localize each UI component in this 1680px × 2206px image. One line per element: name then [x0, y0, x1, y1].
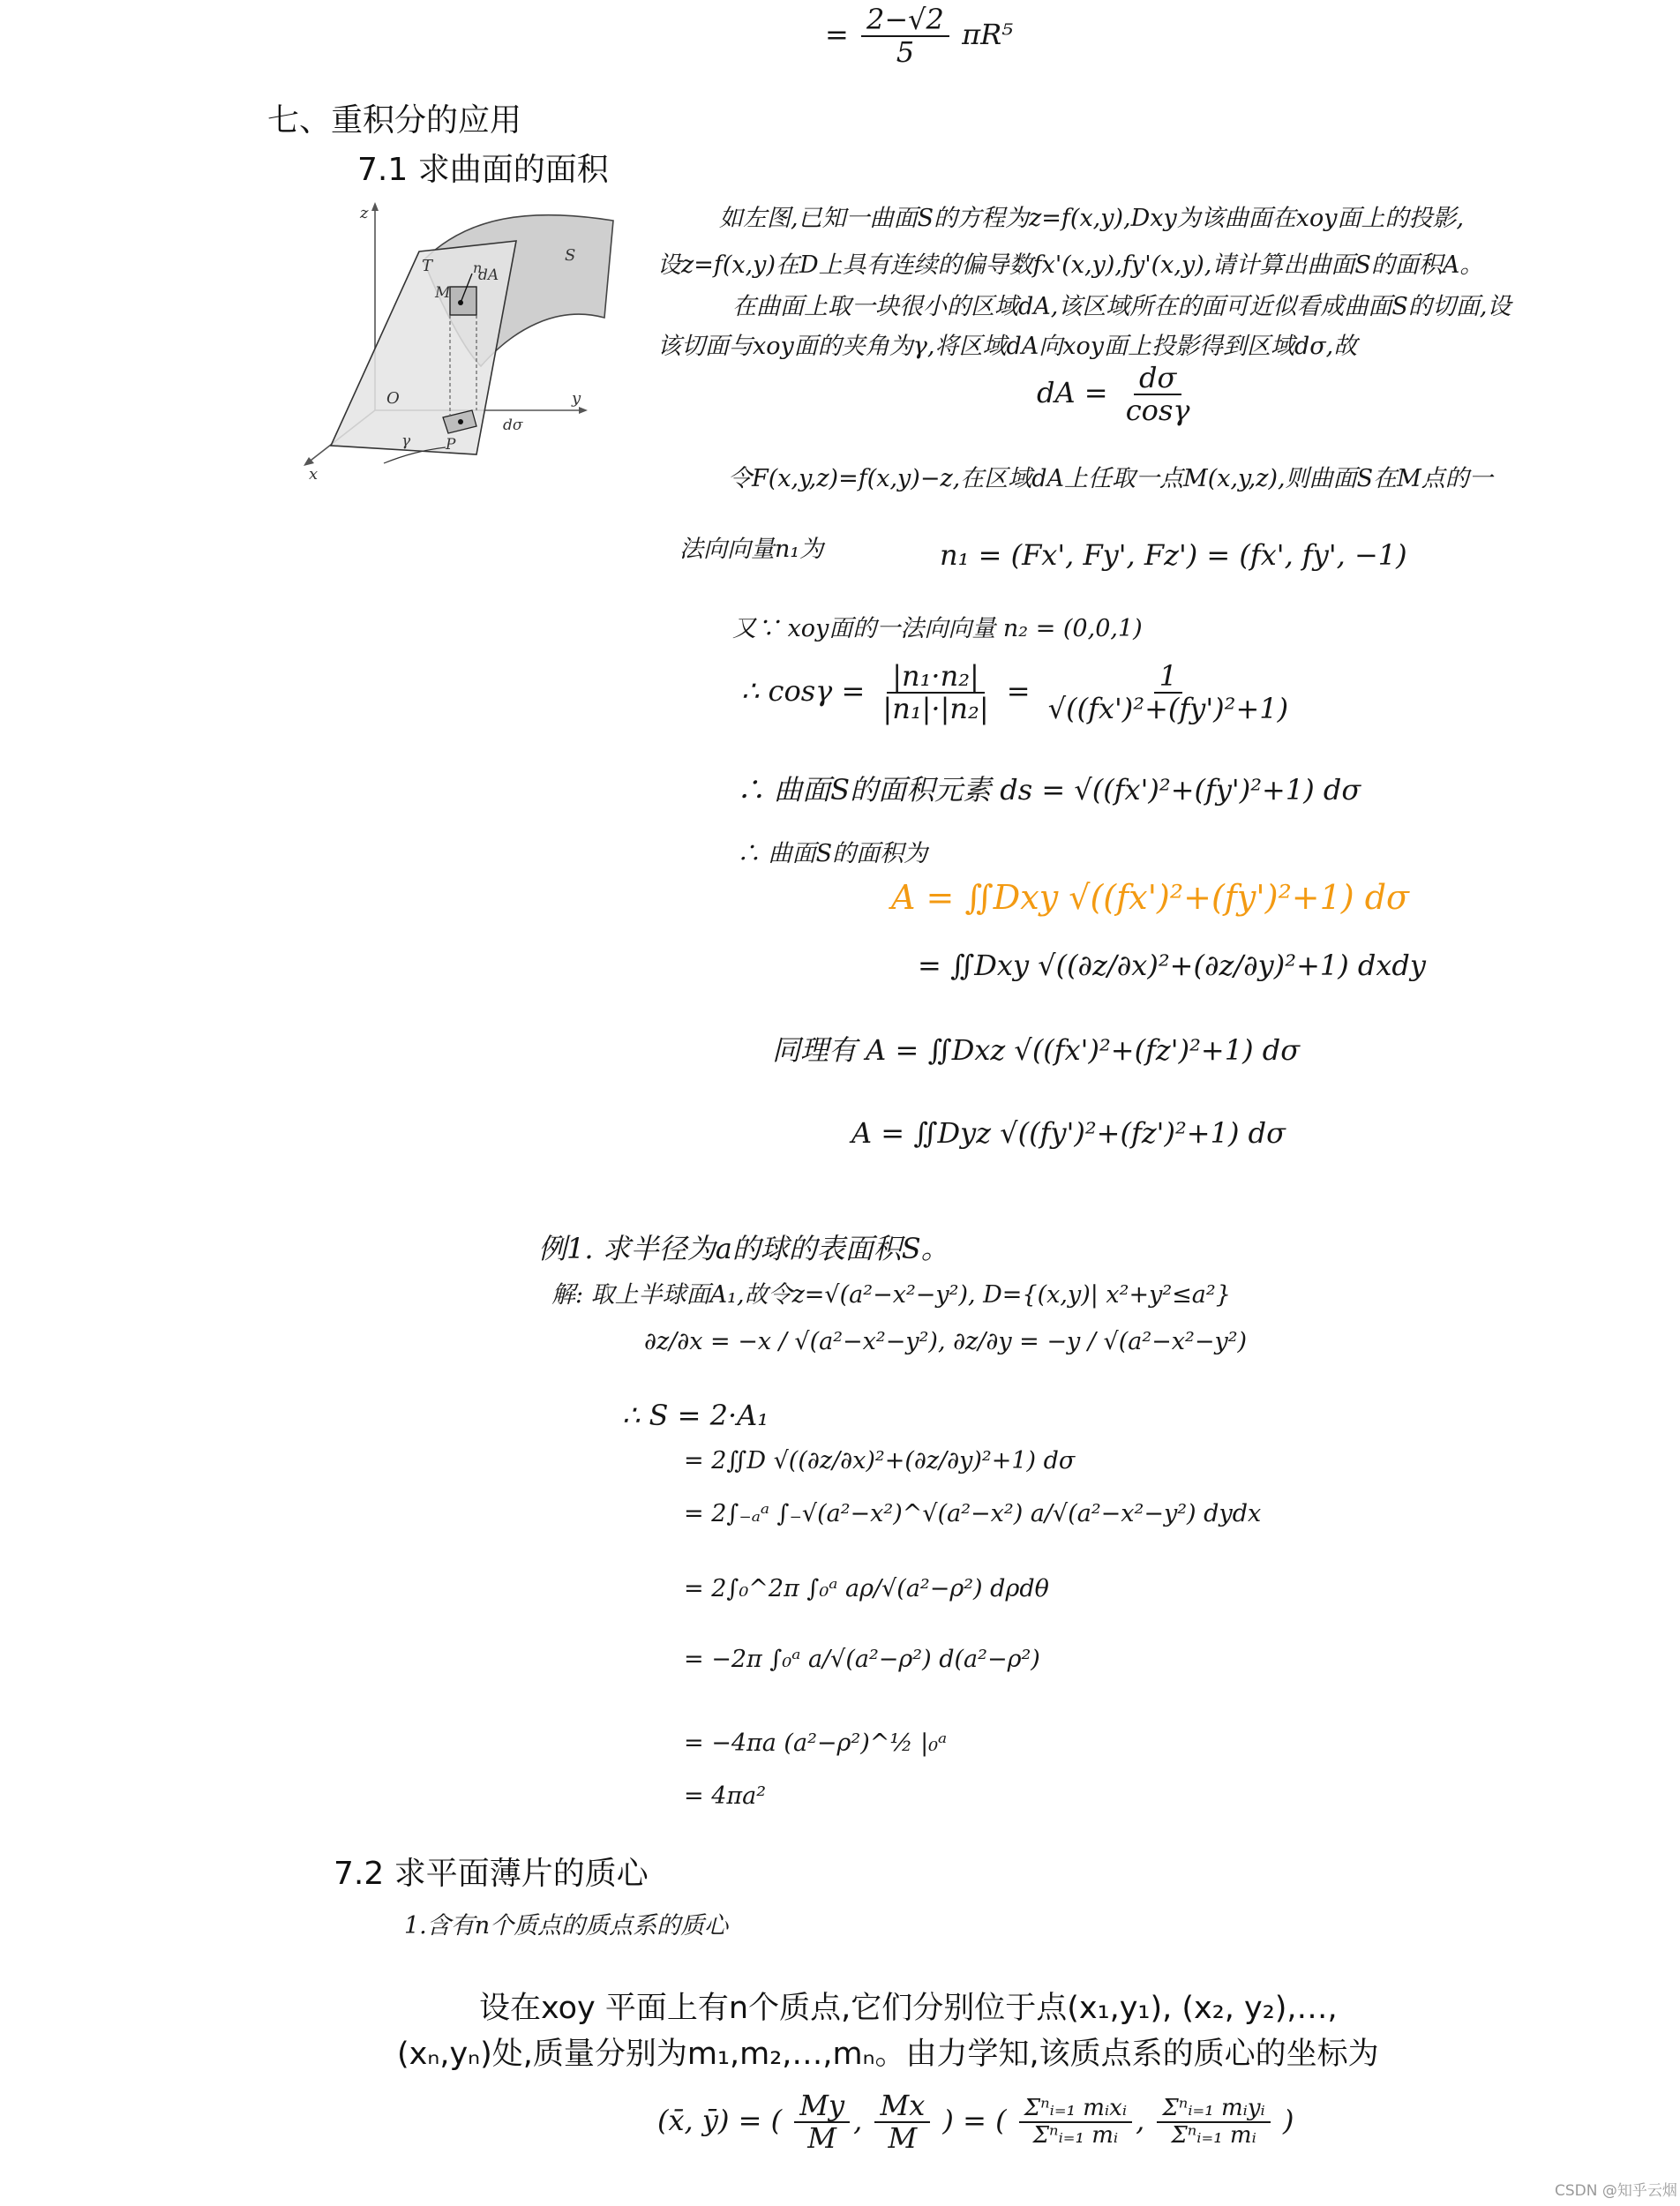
label-s: S: [565, 246, 576, 265]
eq-area-a1: A = ∬Dxy √((fx')²+(fy')²+1) dσ: [891, 878, 1409, 917]
subsection-7-1-title: 7.1 求曲面的面积: [357, 152, 609, 188]
example-title: 例1. 求半径为a的球的表面积S。: [538, 1232, 949, 1265]
eq-center-end: ): [1282, 2103, 1294, 2137]
eq-da-den: cosγ: [1125, 393, 1190, 427]
top-formula: [825, 5, 1013, 68]
eq-cos-num-1: |n₁·n₂|: [887, 662, 985, 694]
watermark: CSDN @知乎云烟: [1555, 2182, 1677, 2200]
eq-cos-den-2: √((fx')²+(fy')²+1): [1047, 691, 1289, 725]
notes-line-1: 如左图,已知一曲面S的方程为z=f(x,y),Dxy为该曲面在xoy面上的投影,: [719, 205, 1465, 232]
eq-da-fraction: [1121, 361, 1196, 427]
eq-center-fraction-3: [1019, 2097, 1132, 2148]
notes-line-4: 该切面与xoy面的夹角为γ,将区域dA向xoy面上投影得到区域dσ,故: [657, 333, 1358, 360]
eq-area-a4: A = ∬Dyz √((fy')²+(fz')²+1) dσ: [851, 1116, 1286, 1150]
eq-cos-equals: =: [1006, 673, 1031, 708]
example-solution-1: 解: 取上半球面A₁,故令z=√(a²−x²−y²), D={(x,y)| x²+y²≤a²}: [551, 1281, 1231, 1309]
eq-cos-den-1: |n₁|·|n₂|: [882, 691, 989, 725]
label-y: y: [572, 389, 581, 408]
notes-line-5: 令F(x,y,z)=f(x,y)−z,在区域dA上任取一点M(x,y,z),则曲面S在M点的一: [728, 465, 1493, 492]
label-z: z: [360, 204, 369, 222]
notes-line-6: 法向向量n₁为: [679, 536, 824, 563]
eq-area-a2: = ∬Dxy √((∂z/∂x)²+(∂z/∂y)²+1) dxdy: [918, 949, 1426, 982]
section-title: 七、重积分的应用: [267, 102, 522, 139]
eq-center-f1-den: M: [807, 2120, 837, 2155]
eq-center-f2-den: M: [888, 2120, 918, 2155]
example-step-1: ∴ S = 2·A₁: [622, 1399, 769, 1432]
example-step-2: = 2∬D √((∂z/∂x)²+(∂z/∂y)²+1) dσ: [684, 1447, 1076, 1474]
top-formula-numerator: 2−√2: [861, 5, 949, 37]
surface-area-figure: [291, 199, 631, 481]
label-gamma: γ: [401, 432, 411, 450]
example-step-3: = 2∫₋ₐᵃ ∫₋√(a²−x²)^√(a²−x²) a/√(a²−x²−y²) dydx: [684, 1500, 1262, 1527]
eq-center-f4-den: Σⁿᵢ₌₁ mᵢ: [1171, 2121, 1256, 2149]
eq-cos-lhs: ∴ cosγ =: [741, 673, 866, 708]
label-p: P: [446, 436, 456, 454]
eq-da-lhs: dA =: [1037, 375, 1108, 409]
label-n: n: [473, 259, 483, 276]
top-formula-prefix: =: [825, 17, 849, 51]
top-formula-suffix: πR⁵: [962, 17, 1014, 51]
eq-cos-fraction-2: [1043, 659, 1294, 725]
example-step-6: = −4πa (a²−ρ²)^½ |₀ᵃ: [684, 1730, 948, 1757]
label-da: dA: [478, 266, 499, 284]
notes-line-8: ∴ 曲面S的面积为: [737, 840, 928, 867]
example-step-7: = 4πa²: [684, 1782, 767, 1810]
notes-line-7: 又∵ xoy面的一法向向量 n₂ = (0,0,1): [732, 615, 1143, 642]
eq-center-f4-num: Σⁿᵢ₌₁ mᵢyᵢ: [1157, 2097, 1270, 2122]
paragraph-line-1: 设在xoy 平面上有n个质点,它们分别位于点(x₁,y₁), (x₂, y₂),…,: [479, 1991, 1338, 2026]
notes-line-3: 在曲面上取一块很小的区域dA,该区域所在的面可近似看成曲面S的切面,设: [732, 293, 1511, 320]
eq-center-f3-den: Σⁿᵢ₌₁ mᵢ: [1032, 2121, 1119, 2149]
region-da: [450, 287, 476, 315]
example-step-5: = −2π ∫₀ᵃ a/√(a²−ρ²) d(a²−ρ²): [684, 1646, 1040, 1673]
label-dsigma: dσ: [503, 416, 523, 434]
paragraph-line-2: (xₙ,yₙ)处,质量分别为m₁,m₂,…,mₙ。由力学知,该质点系的质心的坐标为: [397, 2037, 1379, 2072]
eq-center-of-mass: (x̄, ȳ) = ( $\frac{My}{M}$ , $\frac{Mx}{M}$ ) = ( $\frac{\text{Σⁿᵢ₌₁ mᵢxᵢ}}{\text{Σⁿᵢ₌₁ mᵢ}}$ , $\frac{\text{Σⁿᵢ₌₁ mᵢyᵢ}}{\text{Σⁿᵢ₌₁ mᵢ}}$ ): [657, 2089, 1294, 2155]
eq-da: [1037, 361, 1198, 427]
eq-center-f3-num: Σⁿᵢ₌₁ mᵢxᵢ: [1019, 2097, 1132, 2122]
label-t: T: [422, 257, 433, 275]
eq-n1: n₁ = (Fx', Fy', Fz') = (fx', fy', −1): [940, 538, 1407, 572]
notes-line-2: 设z=f(x,y)在D上具有连续的偏导数fx'(x,y),fy'(x,y),请计算出曲面S的面积A。: [657, 251, 1484, 279]
example-step-4: = 2∫₀^2π ∫₀ᵃ aρ/√(a²−ρ²) dρdθ: [684, 1575, 1049, 1602]
eq-cos-fraction-1: [877, 659, 994, 725]
eq-area-a3: 同理有 A = ∬Dxz √((fx')²+(fz')²+1) dσ: [772, 1033, 1301, 1067]
eq-da-num: dσ: [1134, 364, 1181, 395]
eq-center-f2-num: Mx: [874, 2091, 930, 2123]
eq-center-lhs: (x̄, ȳ) = (: [657, 2103, 783, 2137]
eq-cos-num-2: 1: [1154, 662, 1182, 694]
label-m: M: [435, 284, 451, 302]
eq-area-element: ∴ 曲面S的面积元素 ds = √((fx')²+(fy')²+1) dσ: [737, 773, 1361, 807]
top-formula-denominator: 5: [896, 34, 915, 69]
eq-center-mid: ) = (: [942, 2103, 1007, 2137]
example-solution-2: ∂z/∂x = −x / √(a²−x²−y²), ∂z/∂y = −y / √(a²−x²−y²): [644, 1328, 1248, 1355]
label-o: O: [386, 389, 400, 408]
eq-center-fraction-2: [874, 2091, 930, 2154]
eq-cos-gamma: [741, 659, 1297, 725]
label-x: x: [309, 465, 319, 481]
eq-center-f1-num: My: [794, 2091, 850, 2123]
eq-center-fraction-4: [1157, 2097, 1270, 2148]
subsection-7-2-title: 7.2 求平面薄片的质心: [334, 1856, 649, 1892]
top-formula-fraction: [861, 5, 949, 68]
eq-center-fraction-1: [794, 2091, 850, 2154]
subsection-7-2-subheading: 1.含有n个质点的质点系的质心: [404, 1912, 729, 1940]
